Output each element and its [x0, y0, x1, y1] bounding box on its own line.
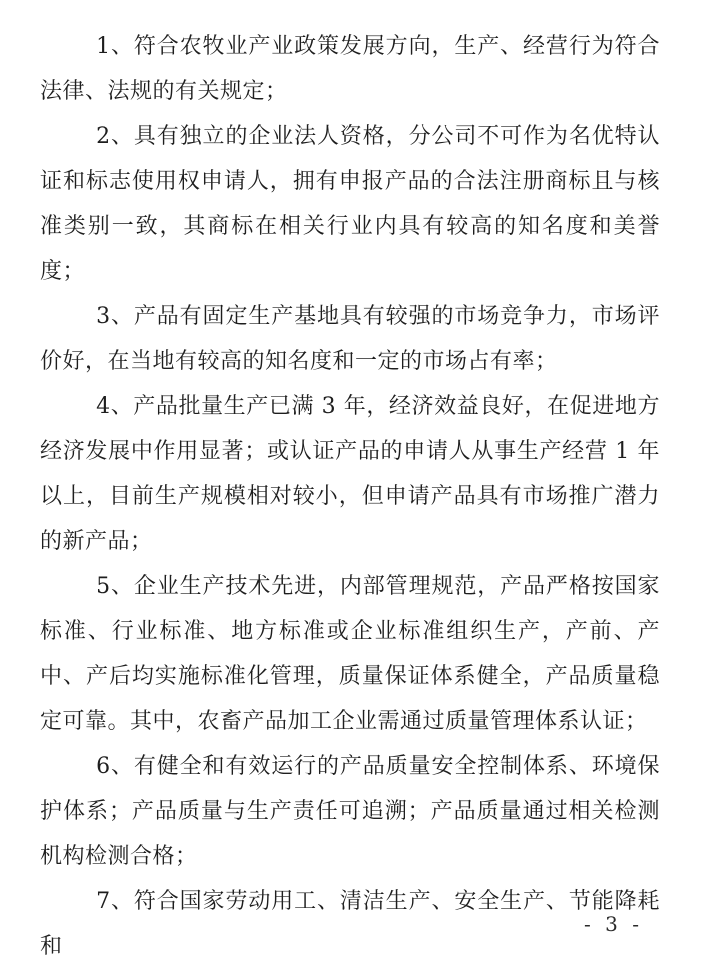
- paragraph-item-1: 1、符合农牧业产业政策发展方向，生产、经营行为符合法律、法规的有关规定；: [40, 34, 660, 104]
- paragraph-item-7: 7、符合国家劳动用工、清洁生产、安全生产、节能降耗和: [40, 889, 660, 958]
- document-body: [40, 24, 660, 958]
- paragraph-item-3: 3、产品有固定生产基地具有较强的市场竞争力，市场评价好，在当地有较高的知名度和一定的市场占有率；: [40, 304, 660, 374]
- paragraph-item-6: 6、有健全和有效运行的产品质量安全控制体系、环境保护体系；产品质量与生产责任可追溯；产品质量通过相关检测机构检测合格；: [40, 754, 660, 869]
- paragraph-item-2: 2、具有独立的企业法人资格，分公司不可作为名优特认证和标志使用权申请人，拥有申报产品的合法注册商标且与核准类别一致，其商标在相关行业内具有较高的知名度和美誉度；: [40, 124, 660, 284]
- paragraph-item-5: 5、企业生产技术先进，内部管理规范，产品严格按国家标准、行业标准、地方标准或企业标准组织生产，产前、产中、产后均实施标准化管理，质量保证体系健全，产品质量稳定可靠。其中，农畜产品加工企业需通过质量管理体系认证；: [40, 574, 660, 734]
- page-number: - 3 -: [584, 912, 643, 936]
- paragraph-item-4: 4、产品批量生产已满 3 年，经济效益良好，在促进地方经济发展中作用显著；或认证产品的申请人从事生产经营 1 年以上，目前生产规模相对较小，但申请产品具有市场推广潜力的新产品；: [40, 394, 660, 554]
